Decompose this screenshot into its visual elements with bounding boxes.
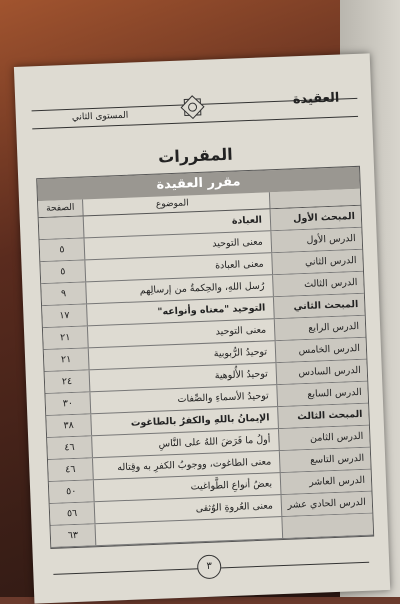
book-page <box>14 53 390 603</box>
topic-cell: معنى العبادة <box>85 253 273 281</box>
topic-cell: بعضُ أنواعِ الطَّواغيت <box>94 473 282 501</box>
lesson-cell: المبحث الأول <box>271 206 362 230</box>
lesson-cell: الدرس العاشر <box>281 470 372 494</box>
rosette-ornament-icon <box>175 90 210 125</box>
page-cell: ٩ <box>41 282 87 305</box>
page-cell: ٣٠ <box>45 392 91 415</box>
lesson-cell: الدرس الثالث <box>273 272 364 296</box>
page-cell: ٣٨ <box>46 414 92 437</box>
topic-cell: أولُ ما فَرَضَ اللهُ على النَّاسِ <box>92 429 280 457</box>
page-number: ٣ <box>197 554 222 579</box>
topic-cell: الإيمانُ باللهِ والكفرُ بالطاغوت <box>91 407 279 435</box>
page-cell: ٤٦ <box>48 458 94 481</box>
section-title: المقررات <box>157 144 233 167</box>
table-body <box>39 206 373 526</box>
level-label: المستوى الثاني <box>71 110 129 123</box>
topic-cell: رُسل اللهِ، والحِكمةُ من إرسالِهم <box>86 275 274 303</box>
lesson-cell: الدرس الثاني <box>272 250 363 274</box>
topic-cell: معنى الطاغوت، ووجوبُ الكفرِ به وقِتاله <box>93 451 281 479</box>
lesson-cell: الدرس التاسع <box>280 448 371 472</box>
lesson-cell: الدرس الثامن <box>279 426 370 450</box>
page-header <box>31 90 358 130</box>
lesson-cell: الدرس الخامس <box>276 338 367 362</box>
lesson-cell: الدرس السابع <box>277 382 368 406</box>
page-cell: ٥ <box>40 238 86 261</box>
topic-cell: توحيدُ الأُلوهية <box>90 363 278 391</box>
page-cell: ٤٦ <box>47 436 93 459</box>
topic-cell: توحيدُ الأسماءِ والصِّفات <box>90 385 278 413</box>
topic-cell: معنى العُروةِ الوُثقى <box>95 495 283 523</box>
column-topic-header: الموضوع <box>83 192 270 215</box>
page-cell: ٥٦ <box>50 502 96 525</box>
topic-cell: معنى التوحيد <box>88 319 276 347</box>
table-title: مقرر العقيدة <box>37 167 360 201</box>
page-cell: ٦٣ <box>51 524 97 547</box>
topic-cell: توحيدُ الرُّبوبية <box>89 341 277 369</box>
book-title: العقيدة <box>292 90 340 108</box>
lesson-cell: المبحث الثالث <box>278 404 369 428</box>
curriculum-table <box>36 166 374 549</box>
page-cell: ٢٤ <box>45 370 91 393</box>
topic-cell: التوحيد "معناه وأنواعه" <box>87 297 275 325</box>
page-cell <box>39 216 85 239</box>
lesson-cell: الدرس السادس <box>276 360 367 384</box>
lesson-cell: الدرس الرابع <box>275 316 366 340</box>
lesson-cell: الدرس الحادي عشر <box>282 492 373 516</box>
lesson-cell: الدرس الأول <box>271 228 362 252</box>
lesson-cell <box>282 514 373 538</box>
lesson-cell: المبحث الثاني <box>274 294 365 318</box>
page-cell: ٢١ <box>44 348 90 371</box>
page-cell: ٥ <box>40 260 86 283</box>
page-cell: ٢١ <box>43 326 89 349</box>
column-page-header: الصفحة <box>38 199 84 217</box>
page-cell: ٥٠ <box>49 480 95 503</box>
topic-cell: معنى التوحيد <box>85 231 273 259</box>
page-cell: ١٧ <box>42 304 88 327</box>
topic-cell: العبادة <box>84 209 272 237</box>
